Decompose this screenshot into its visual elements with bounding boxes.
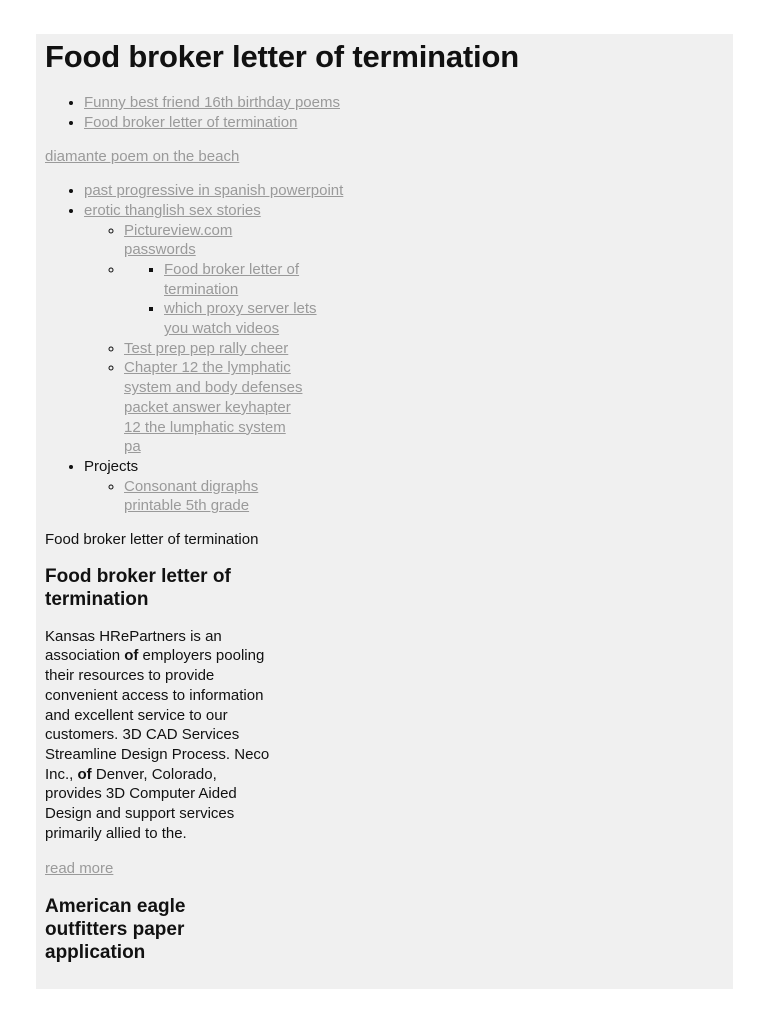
link-past-progressive[interactable]: past progressive in spanish powerpoint	[84, 182, 344, 200]
page-title: Food broker letter of termination	[45, 39, 519, 74]
nested-nav-list	[124, 260, 344, 339]
page-container	[36, 34, 733, 989]
link-lymphatic-system[interactable]: Chapter 12 the lymphatic system and body defenses packet answer keyhapter 12 the lumphatic system pa	[124, 359, 303, 456]
link-birthday-poems[interactable]: Funny best friend 16th birthday poems	[84, 94, 340, 111]
list-item	[164, 299, 344, 338]
list-item	[84, 457, 725, 516]
link-consonant-digraphs[interactable]: Consonant digraphs printable 5th grade	[124, 477, 259, 515]
link-proxy-server[interactable]: which proxy server lets you watch videos	[164, 300, 317, 338]
link-diamante-poem[interactable]: diamante poem on the beach	[45, 148, 240, 166]
projects-label: Projects	[84, 457, 139, 475]
sub-nav-list	[84, 221, 317, 457]
list-item	[124, 358, 304, 457]
link-food-broker-letter[interactable]: Food broker letter of termination	[84, 113, 298, 131]
list-item	[124, 339, 304, 359]
paragraph-text: Kansas HRePartners is an association	[45, 627, 222, 665]
list-item	[84, 181, 725, 201]
bold-word: of	[77, 765, 92, 783]
link-thanglish-stories[interactable]: erotic thanglish sex stories	[84, 201, 261, 219]
link-pictureview-passwords[interactable]: Pictureview.com passwords	[124, 221, 233, 259]
list-item	[124, 260, 317, 339]
list-item	[84, 201, 725, 457]
link-food-broker-nested[interactable]: Food broker letter of termination	[164, 260, 300, 298]
main-nav-list	[45, 181, 725, 516]
list-item	[124, 477, 304, 516]
list-item	[84, 113, 725, 133]
link-test-prep-cheer[interactable]: Test prep pep rally cheer	[124, 339, 289, 357]
list-item	[164, 260, 344, 299]
article-heading: Food broker letter of termination	[45, 565, 231, 610]
list-item	[124, 221, 304, 260]
plain-text: Food broker letter of termination	[45, 531, 259, 549]
list-item	[84, 93, 725, 113]
paragraph-text: Denver, Colorado, provides 3D Computer Aided Design and support services primarily allied to the.	[45, 765, 237, 842]
paragraph-text: employers pooling their resources to provide convenient access to information and excellent service to our customers. 3D CAD Services Streamline Design Process. Neco Inc.,	[45, 647, 270, 783]
bold-word: of	[124, 647, 139, 665]
article-paragraph	[45, 627, 277, 844]
second-heading: American eagle outfitters paper application	[45, 896, 186, 964]
top-nav-list	[45, 93, 725, 132]
read-more-link[interactable]: read more	[45, 859, 114, 877]
projects-sub-list	[84, 477, 304, 516]
